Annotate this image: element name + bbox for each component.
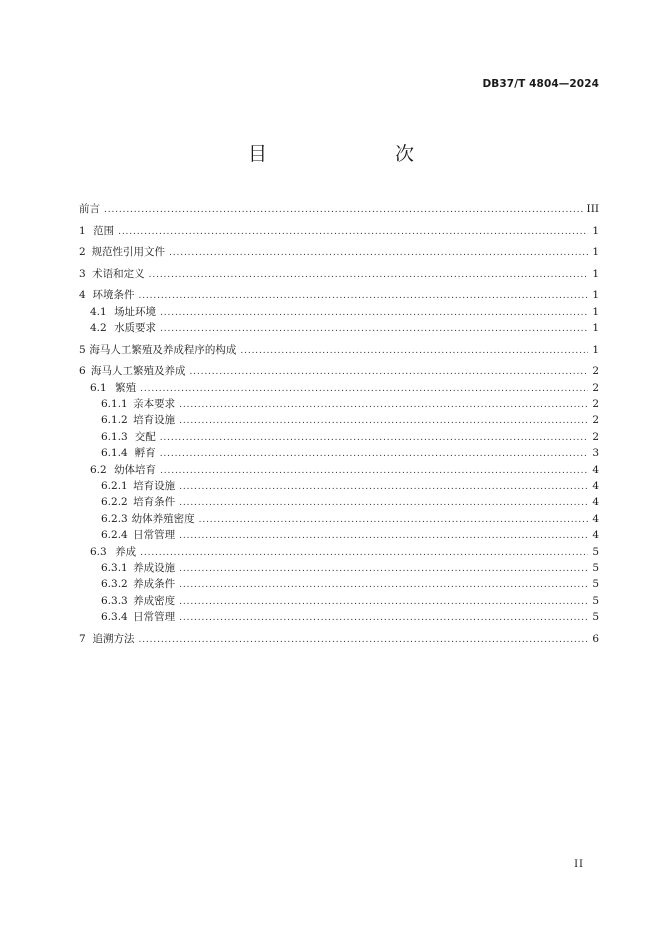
toc-entry-label: 追溯方法 bbox=[92, 632, 135, 645]
toc-entry-page: 6 bbox=[592, 632, 599, 645]
toc-entry-number: 6.3.3 bbox=[101, 594, 128, 607]
toc-entry-label: 范围 bbox=[93, 224, 115, 237]
toc-entry-label: 规范性引用文件 bbox=[91, 246, 166, 259]
page-title: 目 次 bbox=[247, 143, 444, 165]
toc-entry-page: 3 bbox=[592, 447, 599, 460]
toc-entry-page: 2 bbox=[592, 398, 599, 411]
toc-entry-number: 6.3.1 bbox=[101, 561, 128, 574]
toc-entry-page: 4 bbox=[592, 479, 599, 492]
toc-entry-number: 4.1 bbox=[90, 305, 107, 318]
toc-entry-page: 1 bbox=[592, 289, 599, 302]
toc-leader-dots bbox=[160, 463, 588, 479]
toc-entry[interactable] bbox=[79, 342, 599, 358]
toc-entry-label: 养成条件 bbox=[133, 578, 176, 591]
toc-entry-number: 6.3.4 bbox=[101, 611, 128, 624]
toc-leader-dots bbox=[240, 343, 588, 359]
toc-entry-number: 6.2.4 bbox=[101, 529, 128, 542]
toc-entry-page: 1 bbox=[592, 343, 599, 356]
toc-leader-dots bbox=[118, 224, 588, 240]
toc-leader-dots bbox=[179, 561, 588, 577]
toc-entry-number: 6.1 bbox=[90, 381, 107, 394]
toc-entry-number: 6.1.3 bbox=[101, 430, 128, 443]
toc-entry-label: 日常管理 bbox=[133, 611, 176, 624]
toc-leader-dots bbox=[104, 202, 583, 218]
toc-entry-page: 2 bbox=[592, 381, 599, 394]
standard-code: DB37/T 4804—2024 bbox=[482, 78, 599, 90]
toc-entry[interactable] bbox=[79, 244, 599, 260]
toc-entry[interactable] bbox=[79, 609, 599, 625]
toc-entry-number: 5 bbox=[79, 343, 86, 356]
toc-entry-label: 培育设施 bbox=[133, 414, 176, 427]
toc-leader-dots bbox=[138, 632, 588, 648]
toc-entry-label: 亲本要求 bbox=[133, 398, 176, 411]
toc-entry[interactable] bbox=[79, 560, 599, 576]
toc-entry[interactable] bbox=[79, 593, 599, 609]
toc-leader-dots bbox=[160, 446, 589, 462]
toc-entry-page: 4 bbox=[592, 512, 599, 525]
toc-entry[interactable] bbox=[79, 396, 599, 412]
toc-leader-dots bbox=[179, 479, 588, 495]
toc-entry-page: 5 bbox=[592, 545, 599, 558]
toc-entry-page: 1 bbox=[592, 322, 599, 335]
toc-entry-label: 养成密度 bbox=[133, 594, 176, 607]
toc-entry-page: 5 bbox=[592, 594, 599, 607]
toc-leader-dots bbox=[179, 397, 588, 413]
toc-entry-page: 1 bbox=[592, 246, 599, 259]
toc-leader-dots bbox=[199, 512, 589, 528]
toc-entry-page: 5 bbox=[592, 611, 599, 624]
toc-entry-page: 1 bbox=[592, 305, 599, 318]
toc-entry[interactable] bbox=[79, 544, 599, 560]
toc-entry-number: 6.2 bbox=[90, 463, 107, 476]
toc-entry[interactable] bbox=[79, 478, 599, 494]
toc-entry-number: 6.3.2 bbox=[101, 578, 128, 591]
toc-entry-page: 4 bbox=[592, 529, 599, 542]
toc-entry[interactable] bbox=[79, 511, 599, 527]
toc-entry-label: 幼体培育 bbox=[114, 463, 157, 476]
toc-entry[interactable] bbox=[79, 304, 599, 320]
toc-leader-dots bbox=[179, 594, 588, 610]
toc-entry[interactable] bbox=[79, 380, 599, 396]
toc-leader-dots bbox=[179, 495, 588, 511]
toc-entry-number: 4.2 bbox=[90, 322, 107, 335]
toc-entry[interactable] bbox=[79, 363, 599, 379]
toc-entry-label: 繁殖 bbox=[115, 381, 137, 394]
toc-entry[interactable] bbox=[79, 462, 599, 478]
toc-entry[interactable] bbox=[79, 445, 599, 461]
toc-entry-label: 孵育 bbox=[134, 447, 156, 460]
toc-entry[interactable] bbox=[79, 429, 599, 445]
toc-entry-page: 5 bbox=[592, 578, 599, 591]
toc-entry[interactable] bbox=[79, 287, 599, 303]
page-number: II bbox=[574, 859, 584, 870]
toc-entry-number: 7 bbox=[79, 632, 86, 645]
toc-entry-label: 日常管理 bbox=[133, 529, 176, 542]
toc-entry-number: 6.2.3 bbox=[101, 512, 128, 525]
toc-leader-dots bbox=[179, 610, 588, 626]
toc-entry-page: 4 bbox=[592, 496, 599, 509]
toc-leader-dots bbox=[149, 267, 589, 283]
toc-entry[interactable] bbox=[79, 494, 599, 510]
toc-entry[interactable] bbox=[79, 201, 599, 217]
toc-entry-page: 1 bbox=[592, 224, 599, 237]
toc-entry-number: 2 bbox=[79, 246, 86, 259]
toc-entry[interactable] bbox=[79, 412, 599, 428]
toc-entry[interactable] bbox=[79, 320, 599, 336]
toc-leader-dots bbox=[160, 305, 588, 321]
toc-entry-page: 5 bbox=[592, 561, 599, 574]
toc-leader-dots bbox=[138, 288, 588, 304]
toc-entry-label: 培育设施 bbox=[133, 479, 176, 492]
toc-entry-number: 6.2.1 bbox=[101, 479, 128, 492]
toc-leader-dots bbox=[169, 245, 588, 261]
toc-entry-label: 养成 bbox=[115, 545, 137, 558]
toc-leader-dots bbox=[179, 528, 588, 544]
toc-entry-page: 4 bbox=[592, 463, 599, 476]
toc-entry-label: 交配 bbox=[134, 430, 156, 443]
toc-entry-page: 2 bbox=[592, 430, 599, 443]
toc-leader-dots bbox=[160, 430, 589, 446]
toc-entry-number: 3 bbox=[79, 267, 86, 280]
toc-entry-number: 1 bbox=[79, 224, 86, 237]
toc-entry-number: 6.1.1 bbox=[101, 398, 128, 411]
toc-entry-label: 海马人工繁殖及养成程序的构成 bbox=[89, 343, 237, 356]
toc-leader-dots bbox=[140, 381, 588, 397]
toc-entry-label: 水质要求 bbox=[114, 322, 157, 335]
toc-entry-label: 环境条件 bbox=[92, 289, 135, 302]
toc-entry-label: 海马人工繁殖及养成 bbox=[90, 365, 186, 378]
toc-leader-dots bbox=[189, 364, 588, 380]
toc-leader-dots bbox=[179, 413, 588, 429]
toc-entry[interactable] bbox=[79, 527, 599, 543]
toc-entry[interactable] bbox=[79, 266, 599, 282]
toc-entry-number: 4 bbox=[79, 289, 86, 302]
toc-entry-number: 6 bbox=[79, 365, 86, 378]
toc-entry[interactable] bbox=[79, 631, 599, 647]
toc-entry-page: 1 bbox=[592, 267, 599, 280]
toc-entry-label: 场址环境 bbox=[114, 305, 157, 318]
toc-entry-number: 6.1.2 bbox=[101, 414, 128, 427]
toc-entry-label: 养成设施 bbox=[133, 561, 176, 574]
toc-leader-dots bbox=[179, 577, 588, 593]
table-of-contents bbox=[79, 201, 599, 647]
toc-entry-label: 前言 bbox=[79, 203, 100, 215]
toc-entry-number: 6.1.4 bbox=[101, 447, 128, 460]
toc-entry-page: 2 bbox=[592, 365, 599, 378]
toc-entry-number: 6.3 bbox=[90, 545, 107, 558]
toc-entry[interactable] bbox=[79, 223, 599, 239]
toc-entry-page: 2 bbox=[592, 414, 599, 427]
toc-leader-dots bbox=[160, 321, 588, 337]
toc-entry-label: 培育条件 bbox=[133, 496, 176, 509]
toc-entry-label: 幼体养殖密度 bbox=[131, 512, 195, 525]
toc-leader-dots bbox=[140, 545, 588, 561]
toc-entry-number: 6.2.2 bbox=[101, 496, 128, 509]
toc-entry[interactable] bbox=[79, 576, 599, 592]
toc-entry-page: III bbox=[586, 203, 599, 215]
toc-entry-label: 术语和定义 bbox=[92, 267, 145, 280]
